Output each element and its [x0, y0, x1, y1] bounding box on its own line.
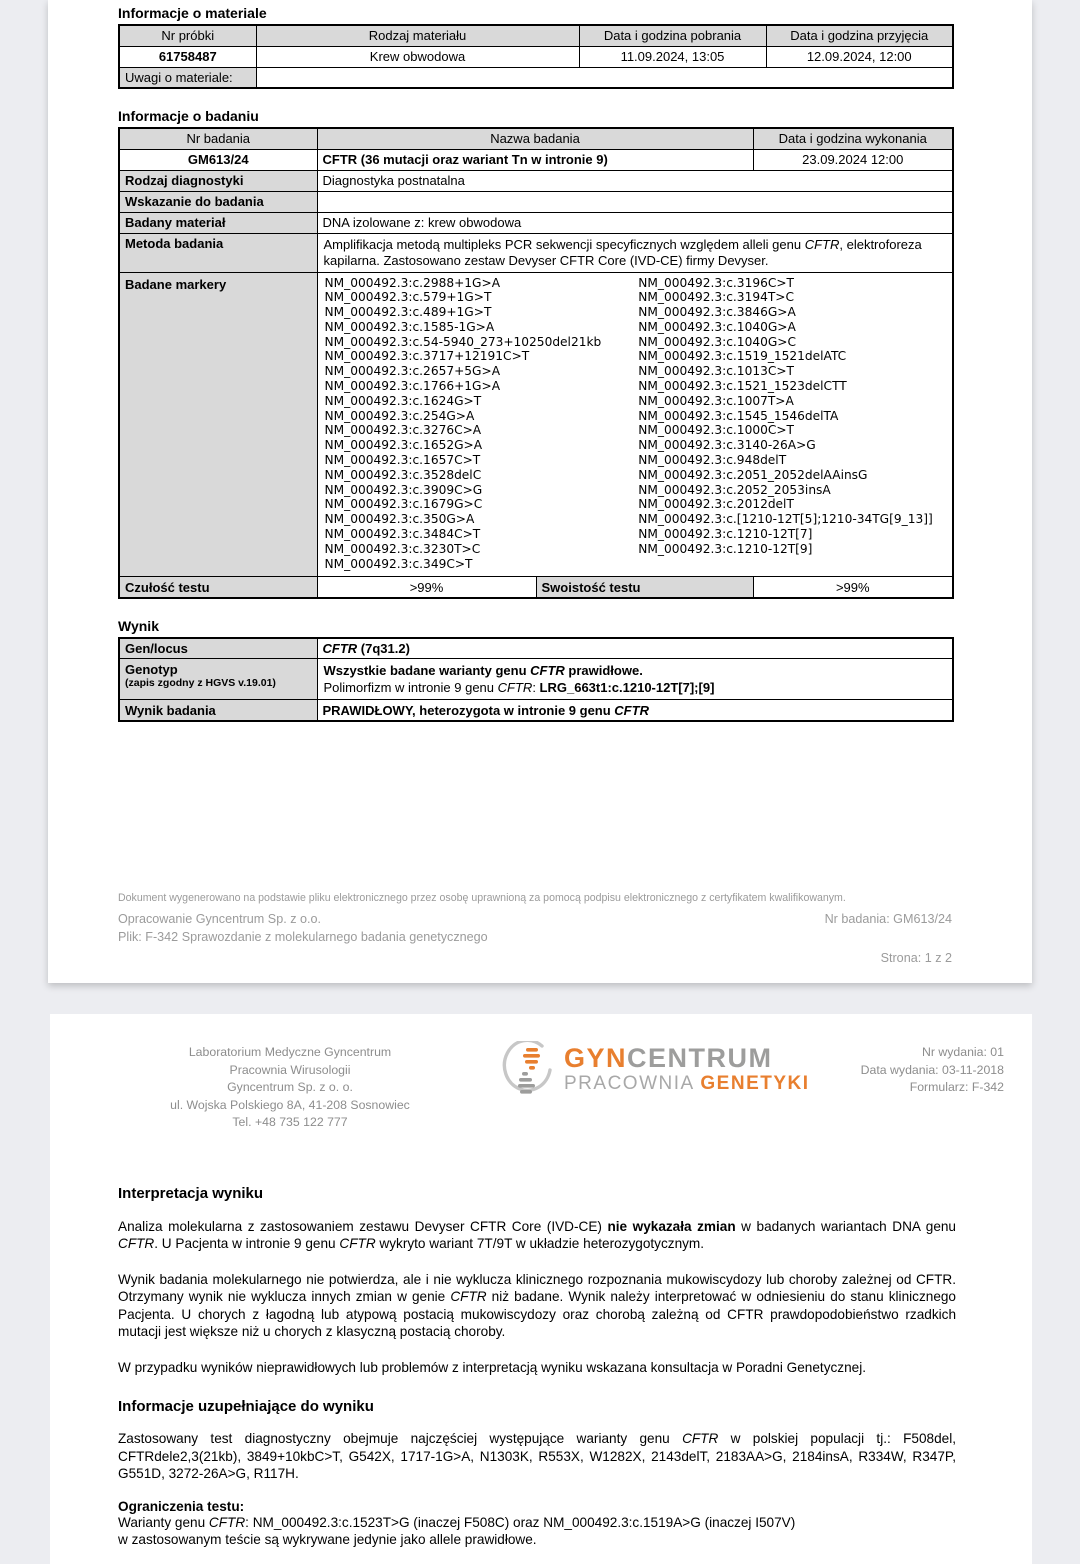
marker-item: NM_000492.3:c.2988+1G>A [324, 275, 501, 290]
genotype-l2-variant: LRG_663t1:c.1210-12T[7];[9] [539, 680, 715, 696]
marker-item: NM_000492.3:c.350G>A [324, 512, 475, 527]
footer-file: Plik: F-342 Sprawozdanie z molekularnego badania genetycznego [118, 930, 488, 944]
method-row [119, 233, 953, 272]
indication-value [317, 191, 953, 212]
marker-item: NM_000492.3:c.1545_1546delTA [638, 408, 839, 423]
supplementary-paragraph [118, 1430, 956, 1483]
interp-p2-b: niż badane. Wynik należy interpretować w odniesieniu do stanu klinicznego Pacjenta. U chorych z łagodną lub atypową postacią mukowiscydozy oraz chorobą zależną od CFTR prawdopodobieństwo rzadkich mutacji jest większe niż u chorych z klasyczną postacią choroby. [118, 1289, 956, 1339]
method-value [317, 233, 953, 272]
lab-address-line: ul. Wojska Polskiego 8A, 41-208 Sosnowiec [170, 1097, 410, 1112]
limit-p-gene: CFTR [208, 1514, 246, 1530]
footer-page-number: Strona: 1 z 2 [880, 951, 952, 965]
interpretation-paragraph-3: W przypadku wyników nieprawidłowych lub problemów z interpretacją wyniku wskazana konsultacja w Poradni Genetycznej. [118, 1359, 867, 1375]
limitations-paragraph [118, 1514, 956, 1549]
marker-item: NM_000492.3:c.2657+5G>A [324, 364, 501, 379]
specificity-label: Swoistość testu [536, 577, 753, 598]
final-result-label: Wynik badania [119, 700, 317, 721]
limit-p-a: Warianty genu [118, 1514, 209, 1530]
marker-item: NM_000492.3:c.1210-12T[9] [638, 541, 813, 556]
marker-item: NM_000492.3:c.3196C>T [638, 275, 794, 290]
result-table [118, 637, 954, 722]
marker-item: NM_000492.3:c.349C>T [324, 556, 473, 571]
tested-material-row [119, 212, 953, 233]
method-gene-italic: CFTR [804, 236, 840, 252]
indication-row [119, 191, 953, 212]
genotype-sublabel: (zapis zgodny z HGVS v.19.01) [125, 677, 276, 690]
material-remarks-row [119, 67, 953, 88]
marker-item: NM_000492.3:c.948delT [638, 453, 787, 468]
markers-cell [317, 272, 953, 577]
method-text-a: Amplifikacja metodą multipleks PCR sekwencji specyficznych względem alleli genu [323, 236, 805, 252]
marker-item: NM_000492.3:c.1000C>T [638, 423, 794, 438]
footer-test-number: Nr badania: GM613/24 [824, 912, 952, 926]
sensitivity-value: >99% [317, 577, 536, 598]
remarks-value [256, 67, 953, 88]
marker-item: NM_000492.3:c.1585-1G>A [324, 319, 495, 334]
final-result-gene: CFTR [614, 702, 649, 718]
gene-locus-rest: (7q31.2) [357, 641, 410, 657]
logo-sub-orange: GENETYKI [700, 1073, 810, 1094]
logo-brand-orange: GYN [564, 1043, 628, 1073]
genotype-row [119, 659, 953, 700]
col-header-exec-date: Data i godzina wykonania [753, 128, 953, 149]
interpretation-paragraph-1 [118, 1218, 956, 1253]
marker-item: NM_000492.3:c.1679G>C [324, 497, 483, 512]
sensitivity-row [119, 577, 953, 598]
gene-locus-label: Gen/locus [119, 638, 317, 659]
test-header-row [119, 128, 953, 149]
marker-item: NM_000492.3:c.3484C>T [324, 527, 481, 542]
marker-item: NM_000492.3:c.3230T>C [324, 541, 481, 556]
marker-item: NM_000492.3:c.3140-26A>G [638, 438, 816, 453]
col-header-test-name: Nazwa badania [317, 128, 753, 149]
test-section-title: Informacje o badaniu [118, 108, 259, 124]
limitations-title: Ograniczenia testu: [118, 1498, 245, 1514]
marker-item: NM_000492.3:c.254G>A [324, 408, 475, 423]
logo-brand-line [564, 1044, 810, 1072]
form-meta-line: Formularz: F-342 [909, 1080, 1004, 1094]
final-result-value [317, 700, 953, 721]
lab-address-line: Tel. +48 735 122 777 [232, 1115, 348, 1129]
interpretation-paragraph-2 [118, 1271, 956, 1341]
marker-item: NM_000492.3:c.579+1G>T [324, 290, 492, 305]
marker-item: NM_000492.3:c.54-5940_273+10250del21kb [324, 334, 602, 349]
gene-locus-value [317, 638, 953, 659]
page1-footer [118, 892, 952, 965]
report-page-2 [50, 1014, 1032, 1564]
marker-item: NM_000492.3:c.1519_1521delATC [638, 349, 847, 364]
tested-material-label: Badany materiał [119, 212, 317, 233]
result-section-title: Wynik [118, 617, 159, 634]
marker-item: NM_000492.3:c.1040G>A [638, 319, 796, 334]
form-meta-line: Data wydania: 03-11-2018 [860, 1062, 1004, 1077]
markers-column-1 [325, 276, 639, 572]
col-header-material-type: Rodzaj materiału [256, 25, 579, 46]
lab-address-line: Pracownia Wirusologii [229, 1062, 351, 1077]
marker-item: NM_000492.3:c.[1210-12T[5];1210-34TG[9_13]] [638, 512, 933, 527]
limit-p-b: : NM_000492.3:c.1523T>G (inaczej F508C) oraz NM_000492.3:c.1519A>G (inaczej I507V) [245, 1514, 796, 1530]
interp-p2-gene: CFTR [450, 1289, 487, 1304]
marker-item: NM_000492.3:c.1657C>T [324, 453, 481, 468]
sensitivity-label: Czułość testu [119, 577, 317, 598]
markers-columns [325, 274, 953, 576]
col-header-receipt-date: Data i godzina przyjęcia [766, 25, 953, 46]
method-label: Metoda badania [119, 233, 317, 272]
form-meta-block [861, 1041, 1004, 1097]
page2-header [50, 1014, 1032, 1132]
limit-p-c: w zastosowanym teście są wykrywane jedynie jako allele prawidłowe. [118, 1532, 537, 1547]
col-header-collection-date: Data i godzina pobrania [579, 25, 766, 46]
specificity-value: >99% [753, 577, 953, 598]
logo-text [564, 1044, 810, 1096]
genotype-label: Genotyp [125, 662, 178, 678]
interp-p1-gene1: CFTR [118, 1236, 155, 1251]
footer-disclaimer: Dokument wygenerowano na podstawie pliku elektronicznego przez osobę uprawnioną za pomocą podpisu elektronicznego z certyfikatem kwalifikowanym. [118, 892, 846, 904]
indication-label: Wskazanie do badania [119, 191, 317, 212]
marker-item: NM_000492.3:c.3276C>A [324, 423, 482, 438]
interpretation-title: Interpretacja wyniku [118, 1184, 264, 1202]
genotype-l1-b: prawidłowe. [564, 663, 643, 679]
marker-item: NM_000492.3:c.2012delT [638, 497, 794, 512]
marker-item: NM_000492.3:c.1652G>A [324, 438, 483, 453]
exec-datetime: 23.09.2024 12:00 [753, 149, 953, 170]
final-result-text: PRAWIDŁOWY, heterozygota w intronie 9 genu [322, 702, 615, 718]
genotype-value [317, 659, 953, 700]
dna-logo-icon [502, 1041, 556, 1099]
col-header-sample-no: Nr próbki [119, 25, 256, 46]
report-page-1 [48, 0, 1032, 983]
interp-p1-gene2: CFTR [339, 1236, 376, 1251]
gene-locus-row [119, 638, 953, 659]
lab-address-line: Gyncentrum Sp. z o. o. [227, 1080, 353, 1094]
supplementary-title: Informacje uzupełniające do wyniku [118, 1398, 374, 1415]
genotype-line-2 [324, 679, 947, 696]
lab-address-line: Laboratorium Medyczne Gyncentrum [188, 1045, 392, 1059]
diagnostics-label: Rodzaj diagnostyki [119, 170, 317, 191]
genotype-l1-a: Wszystkie badane warianty genu [323, 663, 531, 679]
test-name: CFTR (36 mutacji oraz wariant Tn w intronie 9) [317, 149, 753, 170]
marker-item: NM_000492.3:c.1521_1523delCTT [638, 379, 847, 394]
footer-prepared-by: Opracowanie Gyncentrum Sp. z o.o. [118, 912, 321, 926]
markers-row [119, 272, 953, 577]
marker-item: NM_000492.3:c.489+1G>T [324, 305, 492, 320]
interp-p1-b: w badanych wariantach DNA genu [735, 1218, 956, 1234]
interp-p1-c: . U Pacjenta w intronie 9 genu [154, 1236, 340, 1251]
diagnostics-value: Diagnostyka postnatalna [317, 170, 953, 191]
interp-p2-a: Wynik badania molekularnego nie potwierdza, ale i nie wyklucza klinicznego rozpoznania mukowiscydozy lub choroby zależnej od CFTR. Otrzymany wynik nie wyklucza innych zmian w genie [118, 1271, 956, 1304]
marker-item: NM_000492.3:c.1766+1G>A [324, 379, 501, 394]
marker-item: NM_000492.3:c.3717+12191C>T [324, 349, 530, 364]
interp-p1-d: wykryto wariant 7T/9T w układzie heterozygotycznym. [375, 1236, 705, 1251]
form-meta-line: Nr wydania: 01 [921, 1045, 1004, 1059]
method-text-b: , elektroforeza kapilarna. Zastosowano zestaw Devyser CFTR Core (IVD-CE) firmy Devyser. [323, 236, 922, 268]
markers-column-2 [638, 276, 952, 572]
material-section-title: Informacje o materiale [118, 5, 267, 21]
marker-item: NM_000492.3:c.3846G>A [638, 305, 796, 320]
footer-row [118, 910, 952, 928]
gene-symbol-italic: CFTR [322, 641, 358, 657]
sample-number: 61758487 [119, 46, 256, 67]
marker-item: NM_000492.3:c.1210-12T[7] [638, 527, 813, 542]
genotype-label-cell [119, 659, 317, 700]
genotype-line-1 [324, 662, 947, 679]
remarks-label: Uwagi o materiale: [119, 67, 256, 88]
logo-sub-line [564, 1072, 810, 1096]
material-header-row [119, 25, 953, 46]
marker-item: NM_000492.3:c.1007T>A [638, 393, 794, 408]
gyncentrum-logo [502, 1041, 832, 1099]
receipt-datetime: 12.09.2024, 12:00 [766, 46, 953, 67]
marker-item: NM_000492.3:c.1624G>T [324, 393, 482, 408]
marker-item: NM_000492.3:c.2051_2052delAAinsG [638, 467, 868, 482]
material-data-row [119, 46, 953, 67]
markers-label: Badane markery [119, 272, 317, 577]
marker-item: NM_000492.3:c.1013C>T [638, 364, 794, 379]
supp-p-gene: CFTR [682, 1431, 719, 1446]
marker-item: NM_000492.3:c.1040G>C [638, 334, 796, 349]
marker-item: NM_000492.3:c.2052_2053insA [638, 482, 831, 497]
genotype-l2-colon: : [532, 680, 540, 696]
final-result-row [119, 700, 953, 721]
marker-item: NM_000492.3:c.3909C>G [324, 482, 483, 497]
logo-sub-gray: PRACOWNIA [564, 1073, 701, 1094]
col-header-test-no: Nr badania [119, 128, 317, 149]
interp-p1-bold: nie wykazała zmian [607, 1218, 736, 1234]
genotype-l1-gene: CFTR [530, 663, 565, 679]
test-data-row [119, 149, 953, 170]
genotype-l2-gene: CFTR [497, 680, 533, 696]
lab-address-block [110, 1041, 470, 1132]
genotype-l2-a: Polimorfizm w intronie 9 genu [323, 680, 498, 696]
marker-item: NM_000492.3:c.3528delC [324, 467, 482, 482]
collection-datetime: 11.09.2024, 13:05 [579, 46, 766, 67]
tested-material-value: DNA izolowane z: krew obwodowa [317, 212, 953, 233]
supp-p-b: w polskiej populacji tj.: F508del, CFTRdele2,3(21kb), 3849+10kbC>T, G542X, 1717-1G>A, N1303K, R553X, W1282X, 2143delT, 2183AA>G, 2184insA, R334W, R347P, G551D, 3272-26A>G, R117H. [118, 1431, 956, 1481]
test-number: GM613/24 [119, 149, 317, 170]
material-type: Krew obwodowa [256, 46, 579, 67]
supp-p-a: Zastosowany test diagnostyczny obejmuje najczęściej występujące warianty genu [118, 1431, 683, 1446]
interp-p1-a: Analiza molekularna z zastosowaniem zestawu Devyser CFTR Core (IVD-CE) [118, 1218, 608, 1234]
diagnostics-row [119, 170, 953, 191]
test-table [118, 127, 954, 599]
logo-brand-gray: CENTRUM [627, 1043, 773, 1073]
marker-item: NM_000492.3:c.3194T>C [638, 290, 794, 305]
material-table [118, 24, 954, 89]
